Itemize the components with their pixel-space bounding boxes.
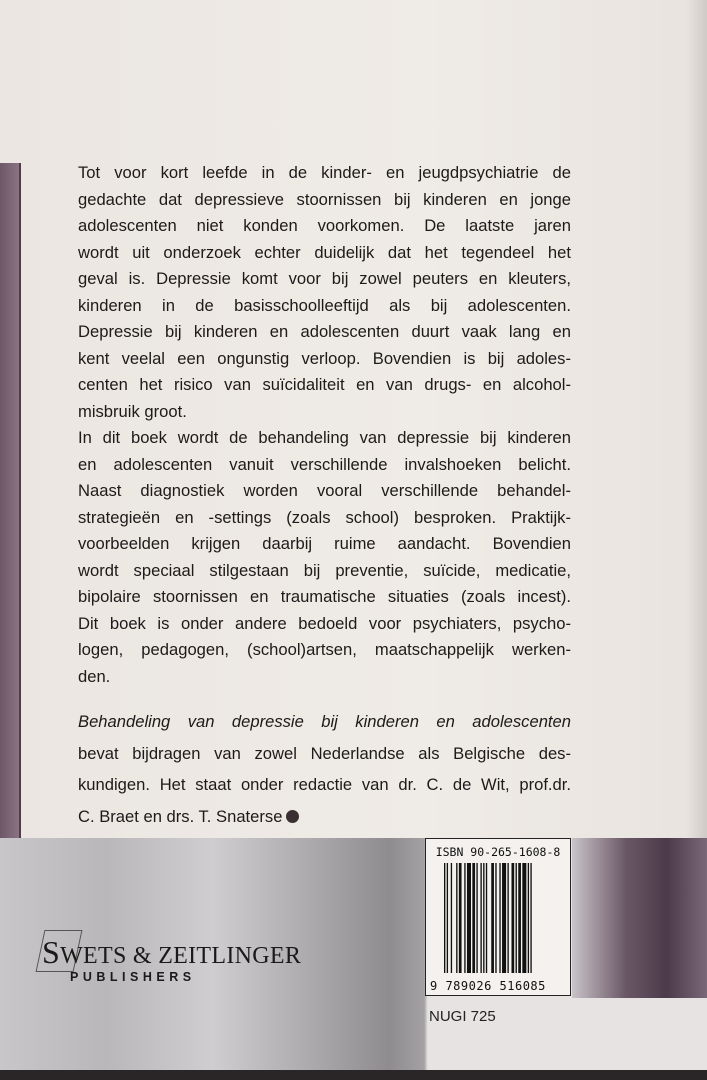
barcode-bar	[516, 863, 517, 973]
publisher-subtitle: PUBLISHERS	[70, 970, 196, 984]
text-line: wordt speciaal stilgestaan bij preventie, suïcide, medicatie,	[78, 560, 571, 580]
text-line: Depressie bij kinderen en adolescenten duurt vaak lang en	[78, 322, 571, 341]
text-line: wordt uit onderzoek echter duidelijk dat het tegendeel het	[78, 242, 571, 262]
text-line: gedachte dat depressieve stoornissen bij kinderen en jonge	[78, 189, 571, 209]
text-line: Tot voor kort leefde in de kinder- en jeugdpsychiatrie de	[78, 163, 571, 182]
barcode-bars	[444, 863, 560, 973]
barcode-bar	[499, 863, 500, 973]
barcode-bar	[522, 863, 526, 973]
isbn-number: ISBN 90-265-1608-8	[435, 845, 561, 859]
barcode-bar	[491, 863, 494, 973]
book-title-italic: Behandeling van depressie bij kinderen en adolescenten	[78, 712, 571, 731]
text-line: kent veelal een ongunstig verloop. Bovendien is bij adoles-	[78, 348, 571, 368]
publisher-logo	[32, 928, 322, 990]
barcode-bar	[502, 863, 506, 973]
text-line: kinderen in de basisschoolleeftijd als bij adolescenten.	[78, 295, 571, 315]
text-line: en adolescenten vanuit verschillende invalshoeken belicht.	[78, 454, 571, 474]
text-line: Naast diagnostiek worden vooral verschillende behandel-	[78, 481, 571, 500]
text-line: centen het risico van suïcidaliteit en van drugs- en alcohol-	[78, 375, 571, 394]
barcode-bar	[483, 863, 484, 973]
barcode-bar	[459, 863, 462, 973]
barcode-bar	[512, 863, 515, 973]
barcode-bar	[464, 863, 465, 973]
barcode-bar	[472, 863, 475, 973]
purple-band-right	[572, 838, 707, 998]
barcode-bar	[444, 863, 445, 973]
barcode-bar	[507, 863, 508, 973]
text-line: kundigen. Het staat onder redactie van dr. C. de Wit, prof.dr.	[78, 775, 571, 794]
barcode-bar	[486, 863, 487, 973]
barcode-bar	[495, 863, 496, 973]
barcode-bar	[480, 863, 481, 973]
text-line: strategieën en -settings (zoals school) besproken. Praktijk-	[78, 507, 571, 527]
barcode-bar	[528, 863, 529, 973]
text-line: bevat bijdragen van zowel Nederlandse als Belgische des-	[78, 743, 571, 763]
text-line: voorbeelden krijgen daarbij ruime aandacht. Bovendien	[78, 534, 571, 553]
text-line: adolescenten niet konden voorkomen. De laatste jaren	[78, 216, 571, 235]
paragraph-2	[78, 425, 571, 690]
barcode-bar	[447, 863, 448, 973]
text-line: misbruik groot.	[78, 401, 187, 421]
ean-number: 9 789026 516085	[430, 979, 546, 993]
text-line: logen, pedagogen, (school)artsen, maatschappelijk werken-	[78, 640, 571, 659]
end-bullet-icon	[286, 810, 299, 823]
paragraph-3	[78, 706, 571, 832]
cover-bottom-edge	[0, 1070, 707, 1080]
barcode-bar	[467, 863, 471, 973]
barcode-bar	[456, 863, 457, 973]
barcode-bar	[518, 863, 521, 973]
text-line: Dit boek is onder andere bedoeld voor psychiaters, psycho-	[78, 613, 571, 633]
text-line: C. Braet en drs. T. Snaterse	[78, 801, 571, 833]
barcode-bar	[476, 863, 477, 973]
purple-side-strip	[0, 163, 21, 841]
isbn-barcode	[425, 838, 571, 996]
text-line: bipolaire stoornissen en traumatische situaties (zoals incest).	[78, 587, 571, 606]
nugi-code: NUGI 725	[429, 1008, 496, 1025]
text-line: den.	[78, 666, 111, 686]
barcode-bar	[451, 863, 452, 973]
barcode-bar	[530, 863, 531, 973]
blurb-text	[78, 160, 571, 832]
text-line: geval is. Depressie komt voor bij zowel peuters en kleuters,	[78, 269, 571, 288]
publisher-name: SWETS & ZEITLINGER	[42, 934, 302, 970]
text-line: In dit boek wordt de behandeling van depressie bij kinderen	[78, 428, 571, 447]
paragraph-1	[78, 160, 571, 425]
